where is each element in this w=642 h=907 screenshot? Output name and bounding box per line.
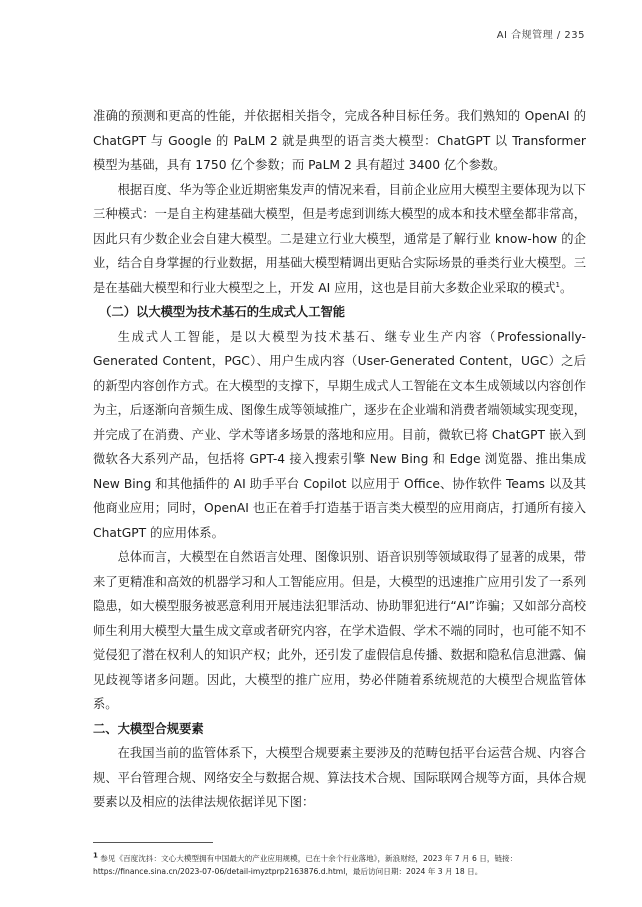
paragraph-2 [93,178,586,301]
footnote-ref-1[interactable]: 1 [555,280,561,289]
running-header: AI 合规管理 / 235 [496,30,585,41]
footnote-1 [93,852,586,878]
paragraph-2-text: 根据百度、华为等企业近期密集发声的情况来看，目前企业应用大模型主要体现为以下三种模式：一是自主构建基础大模型，但是考虑到训练大模型的成本和技术壁垒都非常高，因此只有少数企业会自建大模型。二是建立行业大模型，通常是了解行业 know-how 的企业，结合自身掌握的行业数据，用基础大模型精调出更贴合实际场景的垂类行业大模型。三是在基础大模型和行业大模型之上，开发 AI 应用，这也是目前大多数企业采取的模式 [93,182,586,295]
footnote-text: 参见《百度沈抖：文心大模型拥有中国最大的产业应用规模，已在十余个行业落地》，新浪财经，2023 年 7 月 6 日，链接：https://finance.sina.cn/2023-07-06/detail-imyztprp2163876.d.html，最后访问日期：2024 年 3 月 18 日。 [93,854,518,876]
paragraph-1: 准确的预测和更高的性能，并依据相关指令，完成各种目标任务。我们熟知的 OpenAI 的 ChatGPT 与 Google 的 PaLM 2 就是典型的语言类大模型：ChatGPT 以 Transformer 模型为基础，具有 1750 亿个参数；而 PaLM 2 具有超过 3400 亿个参数。 [93,109,586,172]
subsection-heading: （二）以大模型为技术基石的生成式人工智能 [99,305,346,319]
paragraph-5: 在我国当前的监管体系下，大模型合规要素主要涉及的范畴包括平台运营合规、内容合规、平台管理合规、网络安全与数据合规、算法技术合规、国际联网合规等方面，具体合规要素以及相应的法律法规依据详见下图： [93,746,586,809]
footnote-number: 1 [93,851,98,860]
footnote-divider [93,842,213,843]
page-body [93,104,586,815]
paragraph-3: 生成式人工智能，是以大模型为技术基石、继专业生产内容（Professionally-Generated Content，PGC）、用户生成内容（User-Generated Content，UGC）之后的新型内容创作方式。在大模型的支撑下，早期生成式人工智能在文本生成领域以内容创作为主，后逐渐向音频生成、图像生成等领域推广，逐步在企业端和消费者端领域实现变现，并完成了在消费、产业、学术等诸多场景的落地和应用。目前，微软已将 ChatGPT 嵌入到微软各大系列产品，包括将 GPT-4 接入搜索引擎 New Bing 和 Edge 浏览器、推出集成 New Bing 和其他插件的 AI 助手平台 Copilot 以应用于 Office、协作软件 Teams 以及其他商业应用；同时，OpenAI 也正在着手打造基于语言类大模型的应用商店，打通所有接入 ChatGPT 的应用体系。 [93,329,586,540]
paragraph-2-end: 。 [560,280,573,295]
paragraph-4: 总体而言，大模型在自然语言处理、图像识别、语音识别等领域取得了显著的成果，带来了更精准和高效的机器学习和人工智能应用。但是，大模型的迅速推广应用引发了一系列隐患，如大模型服务被恶意利用开展违法犯罪活动、协助罪犯进行“AI”诈骗；又如部分高校师生利用大模型大量生成文章或者研究内容，在学术造假、学术不端的同时，也可能不知不觉侵犯了潜在权利人的知识产权；此外，还引发了虚假信息传播、数据和隐私信息泄露、偏见歧视等诸多问题。因此，大模型的推广应用，势必伴随着系统规范的大模型合规监管体系。 [93,550,586,711]
section-heading: 二、大模型合规要素 [93,721,204,736]
